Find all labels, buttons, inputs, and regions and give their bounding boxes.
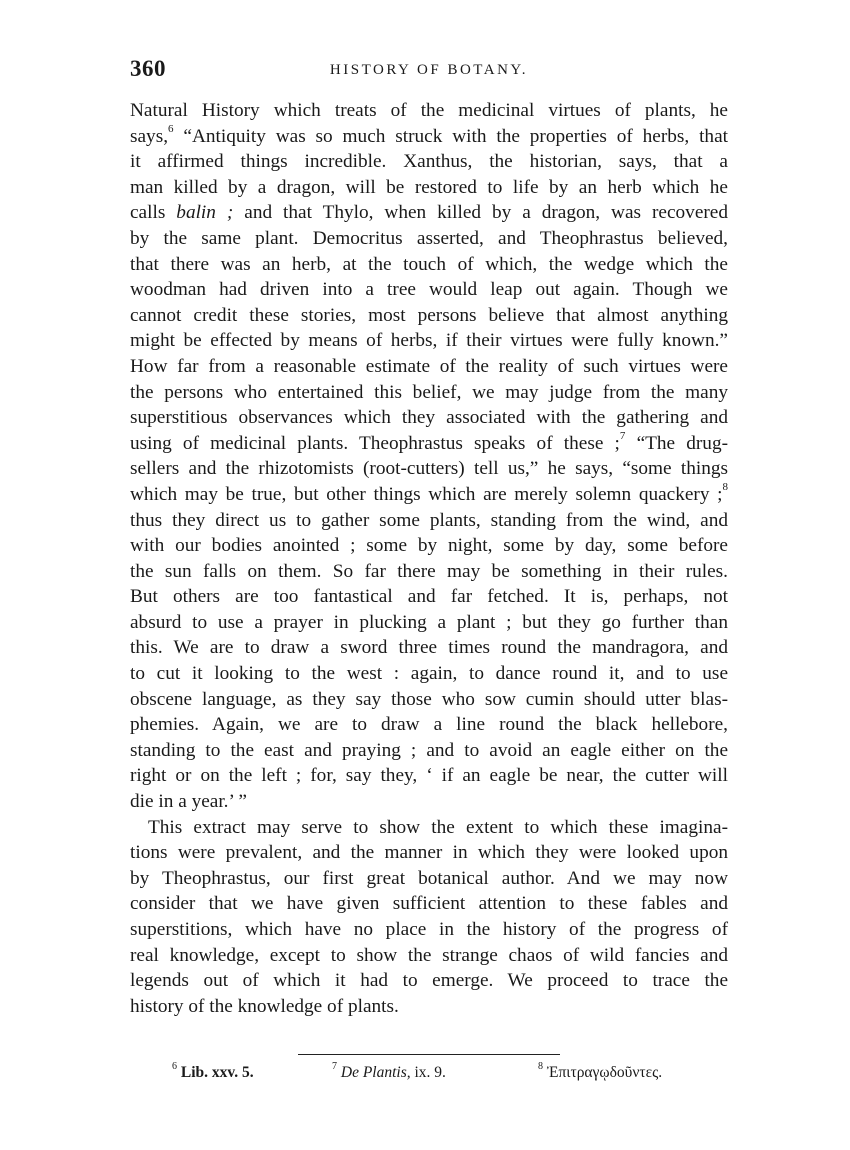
text-line: the persons who entertained this belief, we may judge from the many (130, 381, 728, 403)
italic-word: balin ; (176, 202, 234, 224)
text-line: superstitions, which have no place in the history of the progress of (130, 919, 728, 940)
running-head: HISTORY OF BOTANY. (329, 62, 529, 78)
page-header (130, 56, 728, 92)
page-number: 360 (130, 56, 166, 81)
text-line: that there was an herb, at the touch of which, the wedge which the (130, 253, 728, 275)
footnote-marker: 8 (722, 481, 728, 494)
text-line: sellers and the rhizotomists (root-cutters) tell us,” he says, “some things (130, 458, 728, 480)
text-line: cannot credit these stories, most persons believe that almost anything (130, 304, 728, 326)
text-line: man killed by a dragon, will be restored to life by an herb which he (130, 176, 728, 198)
footnotes (130, 1060, 728, 1088)
footnote-8: $^8$ Ἐπιτραγῳδοῦντες. (538, 1060, 663, 1081)
footnote-6: $^6$ Lib. xxv. 5. (172, 1060, 254, 1081)
footnote-divider (298, 1054, 560, 1055)
text-line: right or on the left ; for, say they, ‘ if an eagle be near, the cutter will (130, 765, 728, 787)
text-line: woodman had driven into a tree would leap out again. Though we (130, 279, 728, 301)
text-line: says,$^6$ “Antiquity was so much struck with the properties of herbs, that (130, 123, 728, 147)
text-line: die in a year.’ ” (130, 791, 247, 813)
text-line: by the same plant. Democritus asserted, and Theophrastus believed, (130, 227, 728, 249)
text-line: But others are too fantastical and far fetched. It is, perhaps, not (130, 586, 728, 608)
text-line: this. We are to draw a sword three times round the mandragora, and (130, 637, 728, 659)
text-line: history of the knowledge of plants. (130, 995, 399, 1017)
text-line: This extract may serve to show the extent to which these imagina- (148, 816, 728, 838)
text-line: using of medicinal plants. Theophrastus speaks of these ;$^7$ “The drug- (130, 430, 729, 454)
footnote-marker: 7 (619, 430, 626, 443)
footnote-7: $^7$ De Plantis, ix. 9. (332, 1060, 446, 1081)
text-line: to cut it looking to the west : again, to dance round it, and to use (130, 663, 728, 685)
text-line: thus they direct us to gather some plants, standing from the wind, and (130, 509, 728, 531)
text-line: How far from a reasonable estimate of the reality of such virtues were (130, 355, 728, 377)
text-line: real knowledge, except to show the strange chaos of wild fancies and (130, 944, 728, 966)
text-line: superstitious observances which they associated with the gathering and (130, 407, 728, 429)
text-line: calls balin ; and that Thylo, when killed by a dragon, was recovered (130, 202, 728, 224)
text-line: consider that we have given sufficient attention to these fables and (130, 893, 728, 915)
text-line: tions were prevalent, and the manner in which they were looked upon (130, 842, 728, 864)
text-line: with our bodies anointed ; some by night, some by day, some before (130, 535, 728, 557)
text-line: phemies. Again, we are to draw a line round the black hellebore, (130, 714, 728, 736)
text-line: legends out of which it had to emerge. We proceed to trace the (130, 970, 728, 992)
body-text (130, 98, 728, 1019)
text-line: it affirmed things incredible. Xanthus, the historian, says, that a (130, 151, 728, 173)
text-line: which may be true, but other things which are merely solemn quackery ;$^8$ (130, 481, 728, 505)
text-line: absurd to use a prayer in plucking a plant ; but they go further than (130, 611, 728, 633)
text-line: obscene language, as they say those who sow cumin should utter blas- (130, 688, 728, 710)
text-line: might be effected by means of herbs, if their virtues were fully known.” (130, 330, 728, 352)
text-line: the sun falls on them. So far there may be something in their rules. (130, 560, 728, 582)
text-line: Natural History which treats of the medicinal virtues of plants, he (130, 100, 728, 121)
text-line: by Theophrastus, our first great botanical author. And we may now (130, 867, 728, 889)
text-line: standing to the east and praying ; and to avoid an eagle either on the (130, 739, 728, 761)
footnote-marker: 6 (168, 123, 174, 136)
